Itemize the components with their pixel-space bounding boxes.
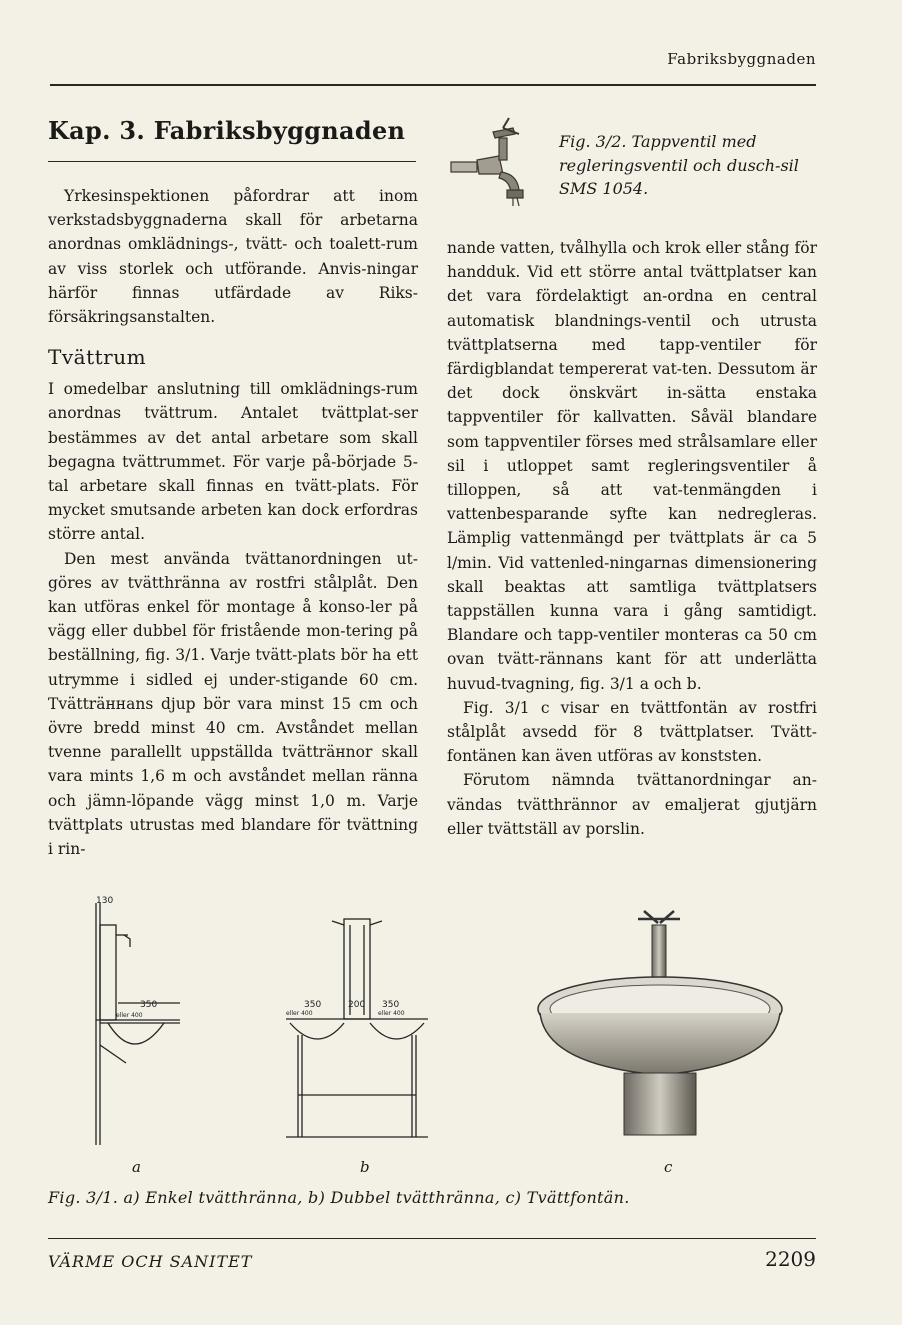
dim-b-l2: eller 400 bbox=[286, 1010, 313, 1017]
dim-b-mid: 200 bbox=[348, 1000, 366, 1010]
journal-name: VÄRME OCH SANITET bbox=[48, 1252, 253, 1271]
figure-label-b: b bbox=[360, 1158, 370, 1176]
chapter-title: Kap. 3. Fabriksbyggnaden bbox=[48, 116, 406, 145]
right-text bbox=[447, 236, 817, 841]
dim-a-top: 130 bbox=[96, 896, 114, 906]
dim-a-1: 350 bbox=[140, 1000, 158, 1010]
figure-3-1 bbox=[48, 895, 818, 1185]
chapter-rule bbox=[48, 161, 416, 162]
double-wash-trough-drawing bbox=[278, 915, 438, 1150]
dim-b-r2: eller 400 bbox=[378, 1010, 405, 1017]
running-title: Fabriksbyggnaden bbox=[667, 50, 816, 68]
single-wash-trough-drawing bbox=[88, 895, 228, 1150]
page-number: 2209 bbox=[765, 1247, 816, 1271]
figure-3-2-caption: Fig. 3/2. Tappventil med regleringsventil och dusch-sil SMS 1054. bbox=[559, 132, 799, 198]
tap-valve-illustration bbox=[447, 116, 547, 216]
right-paragraph-2: Fig. 3/1 c visar en tvättfontän av rostfri stålplåt avsedd för 8 tvättplatser. Tvätt-fontänen kan även utföras av konststen. bbox=[447, 698, 817, 766]
left-column bbox=[48, 116, 418, 861]
footer-rule bbox=[48, 1238, 816, 1239]
dim-a-2: eller 400 bbox=[116, 1012, 143, 1019]
right-paragraph-3: Förutom nämnda tvättanordningar an-vändas tvätthrännor av emaljerat gjutjärn eller tvättställ av porslin. bbox=[447, 771, 817, 838]
figure-label-a: a bbox=[132, 1158, 141, 1176]
header-rule bbox=[50, 84, 816, 86]
wash-fountain-drawing bbox=[532, 905, 792, 1145]
figure-3-1-caption: Fig. 3/1. a) Enkel tvätthränna, b) Dubbel tvätthränna, c) Tvättfontän. bbox=[48, 1188, 630, 1207]
right-column bbox=[447, 116, 817, 841]
dim-b-r1: 350 bbox=[382, 1000, 400, 1010]
section-heading: Tvättrum bbox=[48, 345, 147, 370]
section-paragraph-2: Den mest använda tvättanordningen ut-göres av tvätthränna av rostfri stålplåt. Den kan utföras enkel för montage å konso-ler på vägg eller dubbel för fristående mon-tering på beställning, fig. 3/1. Varje tvätt-plats bör ha ett utrymme i sidled ej under-stigande 60 cm. Tvätträннans djup bör vara minst 15 cm och övre bredd minst 40 cm. Avståndet mellan tvenne parallellt uppställda tvätträнnor skall vara mints 1,6 m och avståndet mellan ränna och jämn-löpande vägg minst 1,0 m. Varje tvättplats utrustas med blandare för tvättning i rin- bbox=[48, 549, 418, 859]
section-paragraph-1: I omedelbar anslutning till omklädnings-rum anordnas tvättrum. Antalet tvättplat-ser bestämmes av det antal arbetare som skall begagna tvättrummet. För varje på-började 5-tal arbetare skall finnas en tvätt-plats. För mycket smutsande arbeten kan dock erfordras större antal. bbox=[48, 380, 418, 544]
dim-b-l1: 350 bbox=[304, 1000, 322, 1010]
figure-label-c: c bbox=[664, 1158, 673, 1176]
intro-paragraph: Yrkesinspektionen påfordrar att inom verkstadsbyggnaderna skall för arbetarna anordnas omklädnings-, tvätt- och toalett-rum av viss storlek och utförande. Anvis-ningar härför finnas utfärdade av Riks-försäkringsanstalten. bbox=[48, 187, 418, 327]
right-paragraph-1: nande vatten, tvålhylla och krok eller stång för handduk. Vid ett större antal tvättplatser kan det vara fördelaktigt an-ordna en central automatisk blandnings-ventil och utrusta tvättplatserna med tapp-ventiler för färdigblandat tempererat vat-ten. Dessutom är det dock önskvärt in-sätta enstaka tappventiler för kallvatten. Såväl blandare som tappventiler förses med strålsamlare eller sil i utloppet samt regleringsventiler å tilloppen, så att vat-tenmängden i vattenbesparande syfte kan nedregleras. Lämplig vattenmängd per tvättplats är ca 5 l/min. Vid vattenled-ningarnas dimensionering skall beaktas att samtliga tvättplatsers tappställen kunna vara i gång samtidigt. Blandare och tapp-ventiler monteras ca 50 cm ovan tvätt-rännans kant för att underlätta huvud-tvagning, fig. 3/1 a och b. bbox=[447, 239, 817, 693]
figure-3-2 bbox=[447, 116, 817, 226]
